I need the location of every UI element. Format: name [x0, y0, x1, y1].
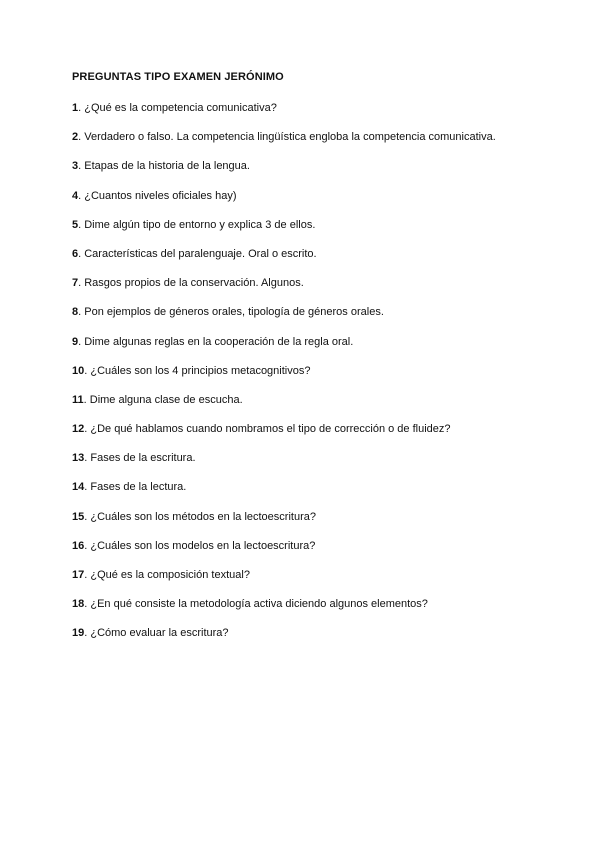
question-number: 7: [72, 277, 79, 290]
question-number: 6: [72, 247, 79, 260]
question-text: . Fases de la escritura.: [84, 452, 196, 465]
question-item: [72, 189, 582, 218]
question-item: [72, 159, 582, 188]
question-number: 15: [72, 510, 85, 523]
question-number: 5: [72, 218, 79, 231]
question-number: 2: [72, 131, 79, 144]
question-text: . Etapas de la historia de la lengua.: [78, 160, 250, 173]
question-item: [72, 130, 582, 159]
question-number: 8: [72, 306, 79, 319]
question-text: . Dime alguna clase de escucha.: [83, 393, 243, 406]
question-item: [72, 626, 582, 655]
question-number: 3: [72, 160, 79, 173]
question-text: . Verdadero o falso. La competencia lingüística engloba la competencia comunicativa.: [78, 131, 496, 144]
question-number: 17: [72, 569, 85, 581]
question-item: [72, 101, 582, 130]
question-text: . ¿De qué hablamos cuando nombramos el tipo de corrección o de fluidez?: [84, 423, 451, 436]
question-item: [72, 276, 582, 305]
question-text: . ¿Cuáles son los modelos en la lectoescritura?: [84, 539, 316, 552]
question-text: . ¿Cuantos niveles oficiales hay): [78, 189, 237, 202]
question-text: . Dime algunas reglas en la cooperación de la regla oral.: [78, 335, 354, 348]
question-item: [72, 305, 582, 334]
question-number: 1: [72, 102, 79, 114]
question-number: 11: [72, 393, 84, 406]
question-number: 10: [72, 364, 85, 377]
question-number: 14: [72, 481, 85, 494]
question-text: . Dime algún tipo de entorno y explica 3 de ellos.: [78, 218, 316, 231]
question-item: [72, 451, 582, 480]
question-list: [72, 101, 582, 656]
question-item: [72, 335, 582, 364]
question-number: 19: [72, 627, 85, 640]
question-text: . ¿Cómo evaluar la escritura?: [84, 627, 229, 640]
document-title: PREGUNTAS TIPO EXAMEN JERÓNIMO: [72, 71, 284, 83]
question-text: . ¿Qué es la competencia comunicativa?: [78, 102, 277, 114]
question-text: . Características del paralenguaje. Oral o escrito.: [78, 247, 317, 260]
question-item: [72, 364, 582, 393]
question-item: [72, 393, 582, 422]
question-text: . Fases de la lectura.: [84, 481, 187, 494]
question-number: 9: [72, 335, 79, 348]
question-text: . ¿Cuáles son los métodos en la lectoescritura?: [84, 510, 316, 523]
question-item: [72, 510, 582, 539]
question-item: [72, 218, 582, 247]
question-number: 4: [72, 189, 79, 202]
question-item: [72, 422, 582, 451]
question-text: . ¿Cuáles son los 4 principios metacognitivos?: [84, 364, 311, 377]
question-item: [72, 247, 582, 276]
question-number: 16: [72, 539, 85, 552]
question-item: [72, 597, 582, 626]
question-number: 12: [72, 423, 85, 436]
question-number: 13: [72, 452, 85, 465]
question-item: [72, 539, 582, 568]
question-item: [72, 480, 582, 509]
question-number: 18: [72, 598, 85, 611]
question-text: . Pon ejemplos de géneros orales, tipología de géneros orales.: [78, 306, 384, 319]
question-text: . Rasgos propios de la conservación. Algunos.: [78, 277, 304, 290]
question-text: . ¿En qué consiste la metodología activa diciendo algunos elementos?: [84, 598, 428, 611]
question-item: [72, 568, 582, 597]
question-text: . ¿Qué es la composición textual?: [84, 569, 250, 581]
